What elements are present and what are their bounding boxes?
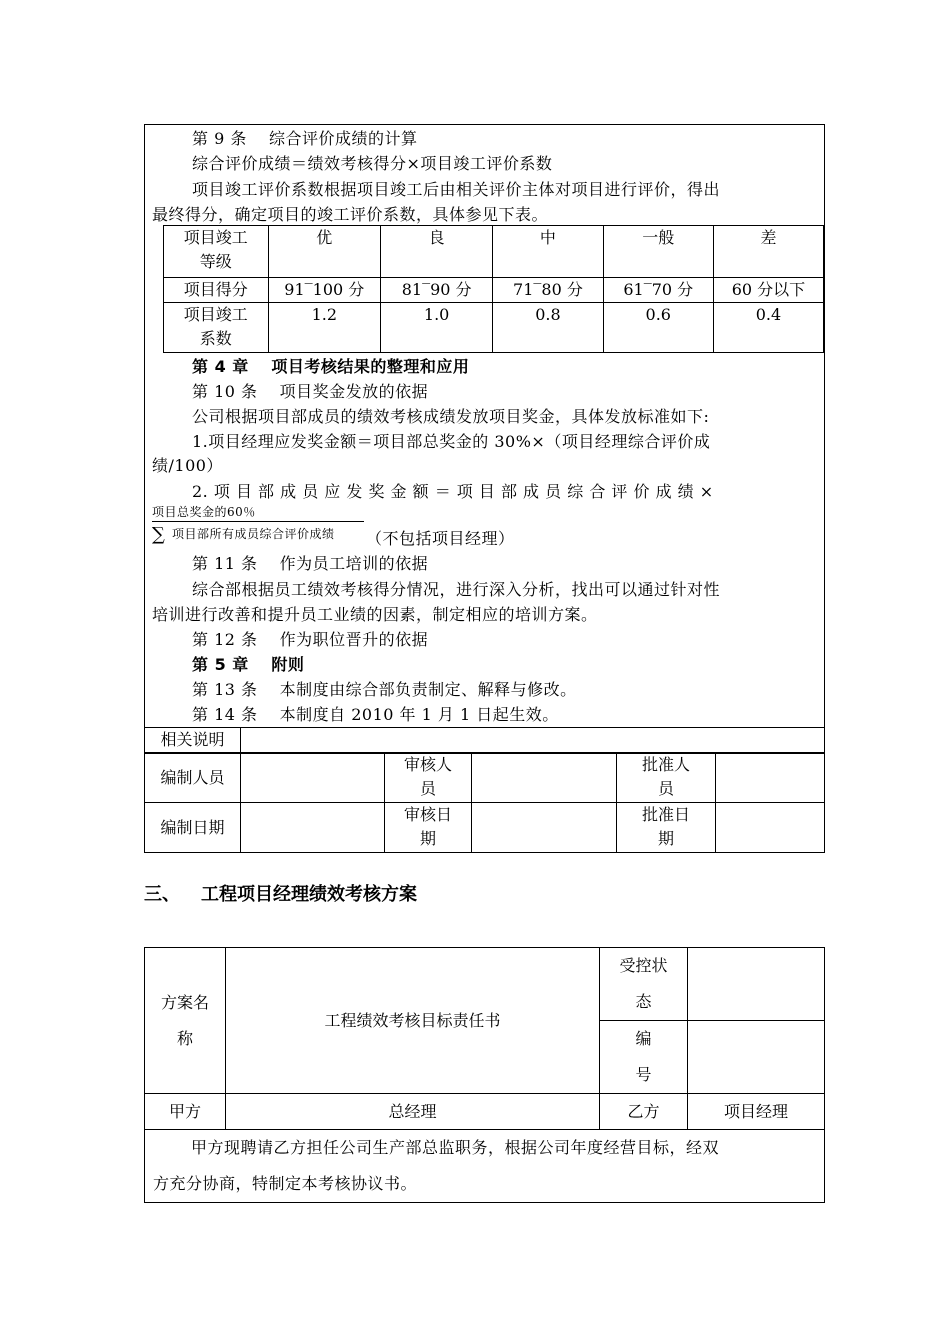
score-cell: 71‾80 分 [493, 278, 603, 303]
score-cell: 60 分以下 [713, 278, 823, 303]
approve-date-label: 批准日 期 [617, 803, 716, 853]
bonus-item-2-line1: 2. 项 目 部 成 员 应 发 奖 金 额 ＝ 项 目 部 成 员 综 合 评 价 成 绩 × [192, 482, 714, 501]
edit-date-value [241, 803, 385, 853]
article-9-desc-line1: 项目竣工评价系数根据项目竣工后由相关评价主体对项目进行评价，得出 [192, 180, 721, 199]
article-12-title: 第 12 条 作为职位晋升的依据 [192, 630, 429, 649]
bonus-formula-numerator: 项目总奖金的60％ [152, 505, 256, 519]
sigma-symbol: ∑ [152, 524, 166, 545]
grade-coefficient-table [163, 225, 824, 353]
chapter-5-title: 第 5 章 附则 [192, 655, 305, 674]
article-9-desc-line2: 最终得分，确定项目的竣工评价系数，具体参见下表。 [152, 205, 549, 224]
review-date-value [472, 803, 617, 853]
plan-name-label: 方案名 称 [145, 948, 226, 1094]
editor-label: 编制人员 [145, 753, 241, 803]
related-notes-value [241, 728, 825, 753]
approver-value [716, 753, 825, 803]
coef-cell: 1.0 [381, 303, 493, 353]
score-label-cell: 项目得分 [164, 278, 269, 303]
coef-cell: 0.4 [713, 303, 823, 353]
party-a-label: 甲方 [145, 1094, 226, 1130]
section-3-number: 三、 [144, 884, 180, 905]
coef-cell: 0.6 [603, 303, 713, 353]
coef-cell: 0.8 [493, 303, 603, 353]
plan-name-value: 工程绩效考核目标责任书 [226, 948, 600, 1094]
coef-label-cell: 项目竣工系数 [164, 303, 269, 353]
chapter-4-title: 第 4 章 项目考核结果的整理和应用 [192, 357, 470, 376]
control-status-value [688, 948, 825, 1021]
plan-table [144, 947, 825, 1203]
editor-value [241, 753, 385, 803]
party-b-label: 乙方 [600, 1094, 688, 1130]
plan-number-value [688, 1021, 825, 1094]
review-date-label: 审核日 期 [385, 803, 472, 853]
related-notes-label: 相关说明 [145, 728, 241, 753]
party-b-value: 项目经理 [688, 1094, 825, 1130]
header-cell-average: 一般 [603, 226, 713, 278]
approver-label: 批准人 员 [617, 753, 716, 803]
article-11-title: 第 11 条 作为员工培训的依据 [192, 554, 429, 573]
bonus-item-1-line2: 绩/100） [152, 456, 223, 475]
bonus-item-2-note: （不包括项目经理） [366, 529, 515, 548]
reviewer-value [472, 753, 617, 803]
score-cell: 91‾100 分 [268, 278, 380, 303]
section-3-title: 工程项目经理绩效考核方案 [201, 884, 417, 905]
coef-cell: 1.2 [268, 303, 380, 353]
article-10-title: 第 10 条 项目奖金发放的依据 [192, 382, 429, 401]
article-11-line2: 培训进行改善和提升员工业绩的因素，制定相应的培训方案。 [152, 605, 598, 624]
header-cell-good: 良 [381, 226, 493, 278]
article-9-formula: 综合评价成绩＝绩效考核得分×项目竣工评价系数 [192, 154, 553, 173]
article-11-line1: 综合部根据员工绩效考核得分情况，进行深入分析，找出可以通过针对性 [192, 580, 721, 599]
plan-number-label: 编 号 [600, 1021, 688, 1094]
article-10-text: 公司根据项目部成员的绩效考核成绩发放项目奖金，具体发放标准如下: [192, 407, 710, 426]
fraction-bar [152, 521, 364, 522]
bonus-item-1-line1: 1.项目经理应发奖金额＝项目部总奖金的 30%×（项目经理综合评价成 [192, 432, 711, 451]
score-cell: 81‾90 分 [381, 278, 493, 303]
header-cell-poor: 差 [713, 226, 823, 278]
signature-table [144, 727, 825, 853]
control-status-label: 受控状 态 [600, 948, 688, 1021]
header-cell-medium: 中 [493, 226, 603, 278]
article-14-text: 第 14 条 本制度自 2010 年 1 月 1 日起生效。 [192, 705, 559, 724]
edit-date-label: 编制日期 [145, 803, 241, 853]
score-cell: 61‾70 分 [603, 278, 713, 303]
header-cell-grade: 项目竣工等级 [164, 226, 269, 278]
agreement-text-cell: 甲方现聘请乙方担任公司生产部总监职务，根据公司年度经营目标，经双 方充分协商，特制定本考核协议书。 [145, 1130, 825, 1203]
article-13-text: 第 13 条 本制度由综合部负责制定、解释与修改。 [192, 680, 577, 699]
bonus-formula-denominator: 项目部所有成员综合评价成绩 [172, 527, 335, 541]
header-cell-excellent: 优 [268, 226, 380, 278]
article-9-title: 第 9 条 综合评价成绩的计算 [192, 129, 418, 148]
approve-date-value [716, 803, 825, 853]
reviewer-label: 审核人 员 [385, 753, 472, 803]
party-a-value: 总经理 [226, 1094, 600, 1130]
